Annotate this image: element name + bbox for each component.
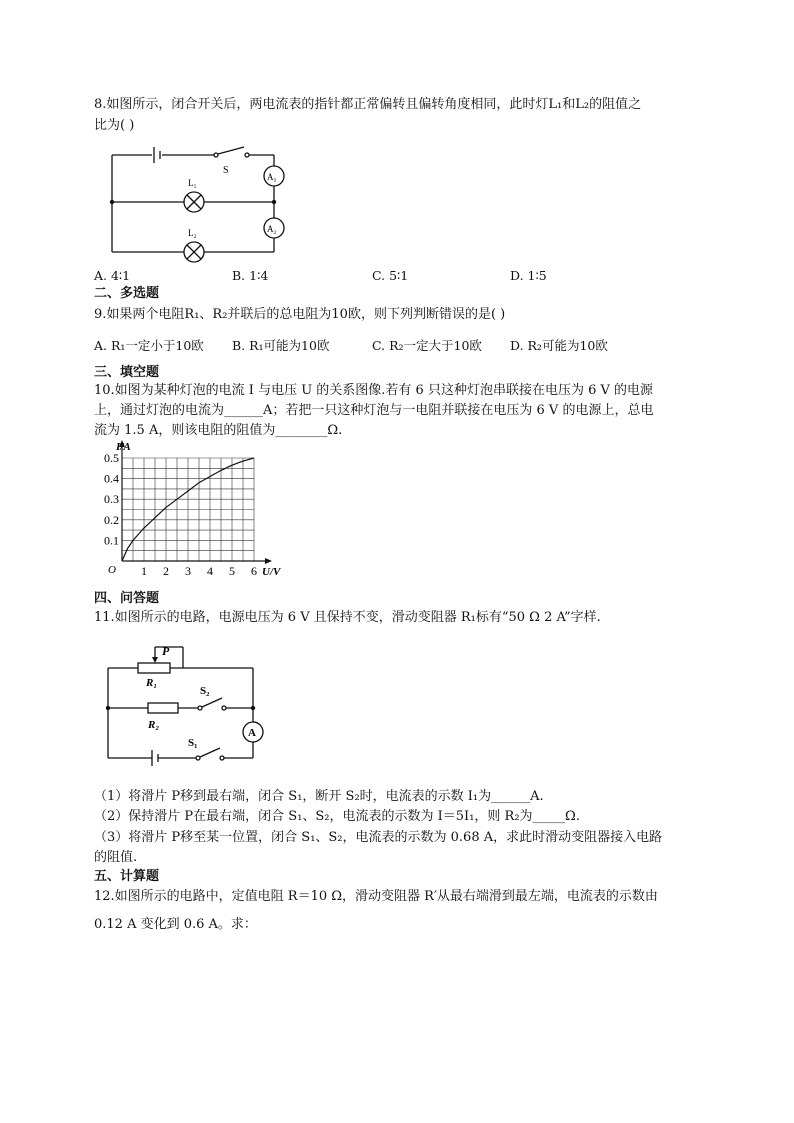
chart-x-axis-label: U/V bbox=[262, 566, 281, 578]
chart-x-tick-label: 6 bbox=[251, 564, 257, 578]
q9-stem: 9.如果两个电阻R₁、R₂并联后的总电阻为10欧，则下列判断错误的是( ) bbox=[94, 307, 506, 322]
q9-option-c[interactable]: C. R₂一定大于10欧 bbox=[372, 338, 482, 353]
q8-option-a[interactable]: A. 4∶1 bbox=[94, 268, 131, 283]
q8-stem-line1: 8.如图所示，闭合开关后，两电流表的指针都正常偏转且偏转角度相同，此时灯L₁和L₂的阻值之 bbox=[94, 97, 642, 112]
q8-lamp-l2-label: L₂ bbox=[188, 228, 197, 238]
q8-lamp-l1-label: L₁ bbox=[188, 178, 197, 188]
chart-x-tick-label: 3 bbox=[185, 564, 191, 578]
q10-stem-line2: 上，通过灯泡的电流为______A；若把一只这种灯泡与一电阻并联接在电压为 6 V 的电源上，总电 bbox=[94, 403, 654, 418]
chart-x-tick-label: 5 bbox=[229, 564, 235, 578]
q10-stem-line3: 流为 1.5 A，则该电阻的阻值为________Ω. bbox=[94, 423, 343, 438]
q9-option-b[interactable]: B. R₁可能为10欧 bbox=[232, 338, 330, 353]
chart-x-tick-label: 1 bbox=[141, 564, 147, 578]
q11-ammeter-label: A bbox=[248, 727, 256, 739]
q11-sub2: （2）保持滑片 P在最右端，闭合 S₁、S₂，电流表的示数为 I＝5I₁，则 R₂为_____Ω. bbox=[94, 809, 580, 824]
q8-option-c[interactable]: C. 5∶1 bbox=[372, 268, 409, 283]
section-heading-fill-in: 三、填空题 bbox=[94, 365, 160, 380]
chart-y-tick-label: 0.5 bbox=[104, 451, 119, 465]
q12-stem-line2: 0.12 A 变化到 0.6 A。求： bbox=[94, 917, 257, 932]
chart-x-tick-label: 2 bbox=[163, 564, 169, 578]
q8-option-d[interactable]: D. 1∶5 bbox=[510, 268, 547, 283]
section-heading-calculation: 五、计算题 bbox=[94, 869, 160, 884]
q8-circuit-diagram bbox=[100, 140, 300, 268]
chart-y-tick-label: 0.3 bbox=[104, 492, 119, 507]
chart-x-tick-label: 4 bbox=[207, 564, 213, 578]
chart-y-tick-label: 0.2 bbox=[104, 512, 119, 527]
q11-r2-label: R₂ bbox=[148, 719, 160, 731]
q8-switch-label: S bbox=[223, 165, 229, 176]
q11-r1-label: R₁ bbox=[146, 677, 158, 689]
q8-ammeter-a2-label: A₂ bbox=[267, 224, 277, 234]
chart-origin-label: O bbox=[108, 564, 116, 576]
q9-option-d[interactable]: D. R₂可能为10欧 bbox=[510, 338, 608, 353]
q11-sub3-line2: 的阻值. bbox=[94, 850, 138, 865]
q11-stem: 11.如图所示的电路，电源电压为 6 V 且保持不变，滑动变阻器 R₁标有“50 Ω 2 A”字样. bbox=[94, 610, 601, 625]
chart-x-arrow bbox=[265, 558, 272, 564]
q8-stem-line2: 比为( ) bbox=[94, 118, 135, 133]
section-heading-short-answer: 四、问答题 bbox=[94, 591, 160, 606]
q8-option-b[interactable]: B. 1∶4 bbox=[232, 268, 269, 283]
chart-axes bbox=[119, 440, 272, 564]
q11-circuit-diagram bbox=[100, 640, 270, 770]
q12-stem-line1: 12.如图所示的电路中，定值电阻 R＝10 Ω，滑动变阻器 R′从最右端滑到最左端，电流表的示数由 bbox=[94, 889, 658, 904]
q11-sub1: （1）将滑片 P移到最右端，闭合 S₁，断开 S₂时，电流表的示数 I₁为______A. bbox=[94, 789, 544, 804]
q11-switch-s2-label: S₂ bbox=[200, 685, 210, 697]
chart-y-tick-label: 0.1 bbox=[104, 533, 119, 548]
chart-y-tick-label: 0.4 bbox=[104, 471, 119, 486]
q10-current-voltage-chart bbox=[94, 438, 294, 582]
q11-switch-s1-label: S₁ bbox=[188, 737, 198, 749]
q8-ammeter-a1-label: A₁ bbox=[267, 172, 277, 182]
q10-stem-line1: 10.如图为某种灯泡的电流 I 与电压 U 的关系图像.若有 6 只这种灯泡串联接在电压为 6 V 的电源 bbox=[94, 383, 654, 398]
chart-y-axis-label: I/A bbox=[116, 441, 131, 453]
q9-option-a[interactable]: A. R₁一定小于10欧 bbox=[94, 338, 204, 353]
chart-grid bbox=[122, 458, 254, 561]
q11-sub3-line1: （3）将滑片 P移至某一位置，闭合 S₁、S₂，电流表的示数为 0.68 A，求此时滑动变阻器接入电路 bbox=[94, 830, 663, 845]
section-heading-multiple-choice: 二、多选题 bbox=[94, 286, 160, 301]
q11-slider-label: P bbox=[162, 644, 170, 658]
